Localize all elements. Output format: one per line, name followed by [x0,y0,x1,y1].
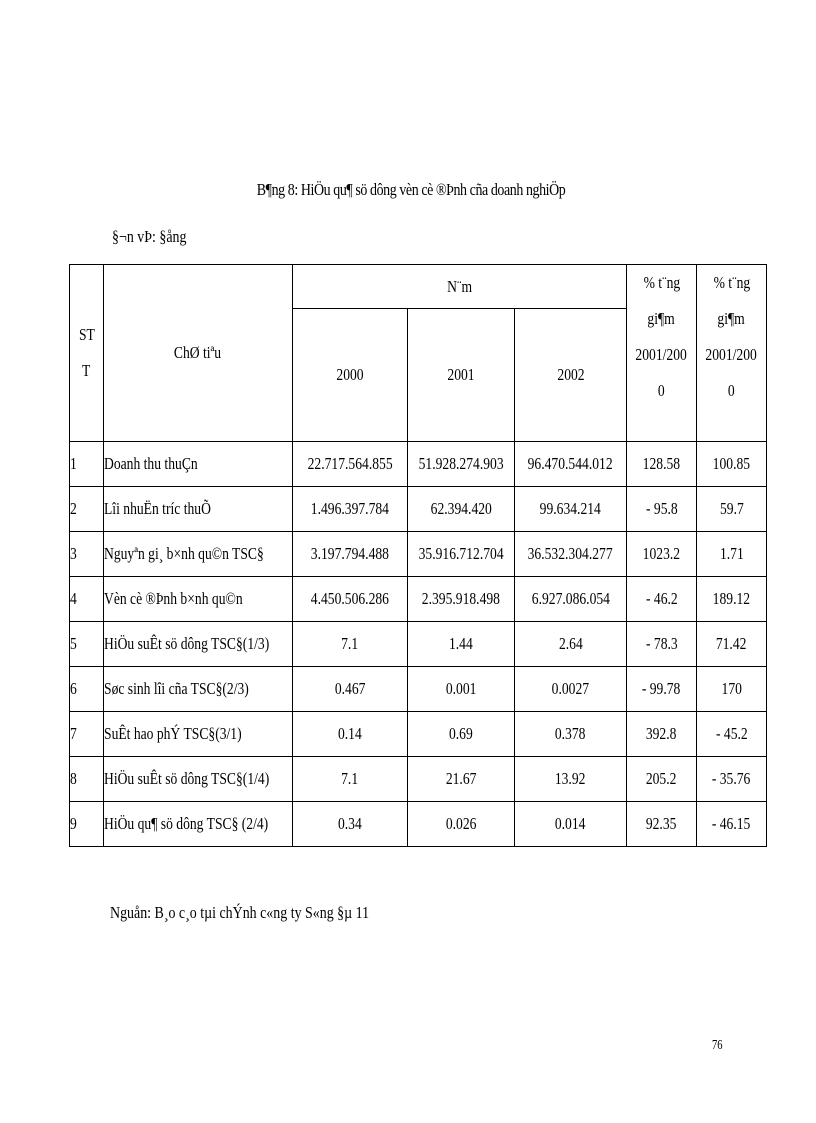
pct1-cell [627,532,697,577]
indicator-value: SuÊt hao phÝ TSC§(3/1) [104,724,242,743]
pct2-value: - 46.15 [712,814,751,833]
value-2000: 4.450.506.286 [310,589,390,608]
pct1-cell [627,577,697,622]
value-2001-cell [408,802,515,847]
value-2000: 7.1 [341,634,359,653]
pct2-line3: 2001/200 [705,345,758,364]
source-footnote: Nguån: B¸o c¸o tµi chÝnh c«ng ty S«ng §µ 11 [110,903,370,922]
indicator-cell [104,757,293,802]
stt-value: 9 [70,814,77,833]
pct-change-header-1 [627,265,697,442]
pct1-cell [627,487,697,532]
value-2000-cell [293,667,408,712]
pct1-value: - 95.8 [645,499,678,518]
value-2000-cell [293,757,408,802]
table-row [70,577,767,622]
stt-value: 6 [70,679,77,698]
stt-cell [70,802,104,847]
value-2001: 35.916.712.704 [418,544,504,563]
pct1-value: - 46.2 [645,589,678,608]
value-2002-cell [515,712,627,757]
value-2002-cell [515,667,627,712]
pct2-cell [697,622,767,667]
value-2001-cell [408,622,515,667]
pct2-cell [697,442,767,487]
value-2002: 36.532.304.277 [528,544,613,563]
year-2002-label: 2002 [556,365,585,384]
pct2-cell [697,532,767,577]
value-2002: 13.92 [555,769,586,788]
indicator-value: Vèn cè ®Þnh b×nh qu©n [104,589,243,608]
table-row [70,532,767,577]
stt-value: 2 [70,499,77,518]
value-2000-cell [293,532,408,577]
table-row [70,442,767,487]
year-2002-header [515,309,627,442]
pct1-value: - 99.78 [642,679,681,698]
pct2-value: - 35.76 [712,769,751,788]
table-row [70,622,767,667]
indicator-header [104,265,293,442]
stt-value: 3 [70,544,77,563]
pct1-line2: gi¶m [647,309,676,328]
pct2-line4: 0 [728,381,735,400]
stt-value: 4 [70,589,77,608]
year-group-header [293,265,627,309]
value-2001-cell [408,442,515,487]
value-2001-cell [408,712,515,757]
pct1-cell [627,667,697,712]
stt-value: 1 [70,454,77,473]
pct2-cell [697,667,767,712]
pct1-value: 392.8 [646,724,677,743]
value-2000: 3.197.794.488 [310,544,390,563]
value-2001: 51.928.274.903 [418,454,504,473]
page-number: 76 [712,1038,723,1053]
value-2002-cell [515,442,627,487]
pct2-value: 1.71 [719,544,744,563]
value-2001-cell [408,667,515,712]
stt-value: 8 [70,769,77,788]
value-2002-cell [515,802,627,847]
table-row [70,757,767,802]
pct-change-header-2 [697,265,767,442]
table-row [70,712,767,757]
year-2001-header [408,309,515,442]
value-2002: 99.634.214 [539,499,602,518]
pct2-cell [697,487,767,532]
value-2000-cell [293,577,408,622]
value-2002: 0.014 [555,814,586,833]
indicator-value: Doanh thu thuÇn [104,454,198,473]
value-2002: 0.378 [555,724,586,743]
indicator-cell [104,577,293,622]
pct2-value: 189.12 [712,589,751,608]
pct2-line2: gi¶m [717,309,746,328]
stt-cell [70,712,104,757]
value-2002-cell [515,487,627,532]
value-2000-cell [293,487,408,532]
value-2000-cell [293,442,408,487]
pct2-cell [697,802,767,847]
value-2002-cell [515,622,627,667]
pct2-value: 59.7 [719,499,744,518]
value-2001-cell [408,577,515,622]
indicator-value: Lîi nhuËn tríc thuÕ [104,499,211,518]
indicator-cell [104,487,293,532]
pct1-value: 128.58 [642,454,681,473]
stt-cell [70,577,104,622]
indicator-header-label: ChØ tiªu [174,343,222,362]
year-group-label: N¨m [447,276,472,296]
table-title: B¶ng 8: HiÖu qu¶ sö dông vèn cè ®Þnh cña doanh nghiÖp [256,180,566,199]
table-row [70,487,767,532]
value-2001-cell [408,757,515,802]
pct2-value: 170 [721,679,742,698]
value-2002: 0.0027 [551,679,590,698]
stt-header-line2: T [82,361,91,380]
stt-cell [70,667,104,712]
year-2000-label: 2000 [336,365,364,384]
table-row [70,667,767,712]
value-2000: 22.717.564.855 [307,454,393,473]
value-2000: 0.467 [334,679,366,698]
indicator-cell [104,712,293,757]
value-2001: 0.026 [445,814,477,833]
pct1-value: - 78.3 [645,634,678,653]
indicator-value: HiÖu suÊt sö dông TSC§(1/4) [104,769,270,788]
stt-cell [70,757,104,802]
value-2000: 1.496.397.784 [310,499,390,518]
pct1-cell [627,442,697,487]
pct1-line3: 2001/200 [635,345,688,364]
value-2001-cell [408,487,515,532]
pct1-value: 1023.2 [642,544,681,563]
value-2001: 21.67 [445,769,477,788]
value-2001: 2.395.918.498 [421,589,501,608]
pct1-cell [627,622,697,667]
value-2002-cell [515,577,627,622]
indicator-cell [104,667,293,712]
value-2000-cell [293,802,408,847]
pct1-line1: % t¨ng [643,273,680,292]
pct1-cell [627,802,697,847]
indicator-value: HiÖu qu¶ sö dông TSC§ (2/4) [104,814,269,833]
pct2-value: 71.42 [716,634,747,653]
pct1-cell [627,757,697,802]
value-2000: 0.14 [338,724,362,743]
header-row-1 [70,265,767,309]
value-2000-cell [293,712,408,757]
value-2001: 0.001 [445,679,477,698]
stt-value: 7 [70,724,77,743]
pct2-value: 100.85 [712,454,751,473]
unit-label: §¬n vÞ: §ång [112,227,187,246]
stt-cell [70,532,104,577]
indicator-cell [104,802,293,847]
stt-cell [70,487,104,532]
value-2002: 96.470.544.012 [528,454,613,473]
value-2001: 0.69 [449,724,473,743]
pct1-value: 92.35 [646,814,677,833]
year-2001-label: 2001 [447,365,475,384]
value-2002: 2.64 [558,634,583,653]
stt-header [70,265,104,442]
value-2001-cell [408,532,515,577]
indicator-cell [104,532,293,577]
efficiency-table [69,264,767,847]
pct1-cell [627,712,697,757]
value-2001: 62.394.420 [430,499,492,518]
stt-cell [70,442,104,487]
value-2000-cell [293,622,408,667]
table-row [70,802,767,847]
pct2-cell [697,757,767,802]
indicator-cell [104,622,293,667]
indicator-cell [104,442,293,487]
year-2000-header [293,309,408,442]
stt-header-line1: ST [78,325,95,344]
value-2001: 1.44 [449,634,473,653]
indicator-value: HiÖu suÊt sö dông TSC§(1/3) [104,634,270,653]
pct2-cell [697,712,767,757]
stt-value: 5 [70,634,77,653]
stt-cell [70,622,104,667]
indicator-value: Nguyªn gi¸ b×nh qu©n TSC§ [104,544,264,563]
pct1-value: 205.2 [646,769,677,788]
value-2002: 6.927.086.054 [531,589,610,608]
value-2000: 7.1 [341,769,359,788]
value-2002-cell [515,757,627,802]
pct1-line4: 0 [658,381,665,400]
value-2002-cell [515,532,627,577]
pct2-cell [697,577,767,622]
indicator-value: Søc sinh lîi cña TSC§(2/3) [104,679,249,698]
value-2000: 0.34 [338,814,362,833]
pct2-value: - 45.2 [715,724,748,743]
pct2-line1: % t¨ng [713,273,750,292]
